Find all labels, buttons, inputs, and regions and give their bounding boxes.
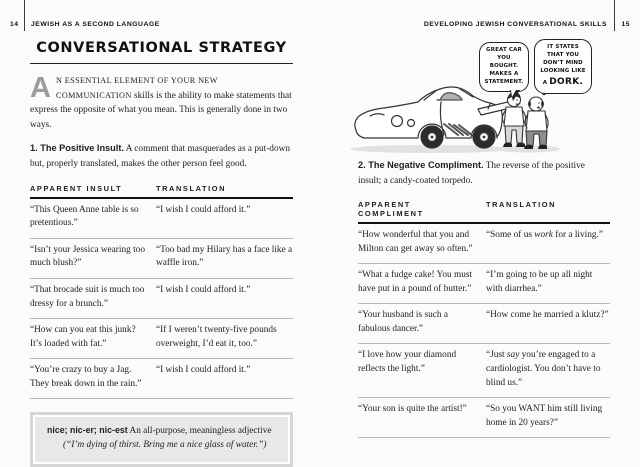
running-head-divider (24, 0, 25, 31)
table-row (30, 319, 293, 359)
compliment-cell: “What a fudge cake! You must have put in a pound of butter.” (358, 270, 473, 295)
table-row (358, 344, 610, 398)
positive-insult-text: A comment that masquerades as a put-down but, properly translated, makes the other person feel good. (30, 144, 290, 169)
thinker-side-hair (541, 101, 544, 107)
intro-text: skills is the ability to make statements that express the opposite of what you mean. This is generally done in two ways. (30, 90, 292, 130)
thought-bubble-emphasis: DORK. (549, 76, 584, 87)
translation-cell (486, 403, 610, 431)
left-page (0, 0, 320, 457)
apparent-insult-table (30, 184, 293, 399)
positive-insult-paragraph (30, 141, 293, 171)
thinker-side-hair (528, 101, 531, 107)
translation-cell: “I wish I could afford it.” (156, 284, 251, 295)
translation-text: for a living.” (552, 230, 603, 241)
running-head-right: DEVELOPING JEWISH CONVERSATIONAL SKILLS (423, 21, 607, 28)
nice-definition-box-inner (33, 415, 290, 464)
table-row (30, 239, 293, 279)
speaker-pants (505, 126, 523, 143)
table-row (358, 304, 610, 344)
running-head-left: JEWISH AS A SECOND LANGUAGE (31, 21, 160, 28)
negative-compliment-paragraph (358, 158, 610, 188)
nice-definition-box (30, 412, 293, 467)
speech-bubble (479, 42, 529, 92)
thinker-figure (524, 97, 548, 149)
translation-text: “Just (486, 350, 507, 361)
translation-cell: “I wish I could afford it.” (156, 204, 251, 215)
translation-text: “I’m going to be up all night with diarrhea.” (486, 270, 593, 295)
speech-bubble-text: GREAT CAR YOU BOUGHT. MAKES A STATEMENT. (484, 47, 524, 85)
car-cartoon (340, 38, 640, 162)
car-rear-wheel (473, 126, 495, 148)
smallcaps-lead: N ESSENTIAL ELEMENT OF YOUR NEW COMMUNICATION (55, 76, 218, 100)
translation-italic: work (534, 230, 553, 241)
translation-cell (486, 229, 610, 257)
table-row (358, 224, 610, 264)
translation-text: “How come he married a klutz?” (486, 310, 609, 321)
running-head-divider (614, 0, 615, 31)
car-headlight-small (408, 120, 415, 127)
nice-definition-body: An all-purpose, meaningless adjective (127, 426, 272, 437)
car-front-wheel (421, 126, 443, 148)
negative-compliment-lead: 2. The Negative Compliment. (358, 160, 484, 170)
translation-cell (486, 349, 610, 390)
nice-definition-lead: nice; nic-er; nic-est (47, 425, 128, 436)
column-header-insult: APPARENT INSULT (30, 183, 123, 193)
compliment-cell: “Your husband is such a fabulous dancer.” (358, 310, 448, 335)
translation-cell: “I wish I could afford it.” (156, 364, 251, 375)
compliment-cell: “I love how your diamond reflects the light.” (358, 350, 457, 375)
translation-italic: say (506, 350, 520, 361)
nice-definition-text (47, 424, 276, 453)
compliment-cell: “Your son is quite the artist!” (358, 404, 467, 415)
page-number-right: 15 (621, 21, 630, 28)
nice-definition-example: (“I’m dying of thirst. Bring me a nice glass of water.”) (63, 439, 267, 450)
column-header-compliment: APPARENT COMPLIMENT (358, 200, 424, 219)
sports-car-illustration (355, 87, 515, 148)
table-header-row (30, 184, 293, 199)
translation-cell: “Too bad my Hilary has a face like a waffle iron.” (156, 244, 293, 269)
positive-insult-lead: 1. The Positive Insult. (30, 143, 124, 154)
insult-cell: “How can you eat this junk? It’s loaded with fat.” (30, 324, 136, 349)
speech-bubble-tail (510, 90, 520, 101)
page-number-left: 14 (10, 21, 19, 28)
negative-compliment-text: The reverse of the positive insult; a candy-coated torpedo. (358, 161, 585, 186)
intro-paragraph (30, 74, 293, 132)
apparent-compliment-table (358, 200, 610, 438)
translation-text: “So you WANT him still living home in 20 years?” (486, 404, 603, 429)
translation-text: “Some of us (486, 230, 535, 241)
translation-cell (486, 309, 610, 337)
translation-text: you’re engaged to a cardiologist. You don’t have to blind us.” (486, 350, 601, 389)
insult-cell: “That brocade suit is much too dressy for a brunch.” (30, 284, 145, 309)
compliment-cell: “How wonderful that you and Milton can get away so often.” (358, 230, 473, 254)
insult-cell: “This Queen Anne table is so pretentious.” (30, 204, 139, 229)
table-row (30, 199, 293, 239)
table-row (358, 264, 610, 304)
drop-cap: A (30, 72, 51, 104)
translation-cell (486, 269, 610, 297)
thought-bubble-text: IT STATES THAT YOU DON’T MIND LOOKING LIKE A (540, 44, 586, 86)
table-row (358, 398, 610, 438)
right-page (320, 0, 640, 457)
insult-cell: “Isn’t your Jessica wearing too much blush?” (30, 244, 145, 269)
table-header-row (358, 200, 610, 224)
thinker-pants (526, 131, 547, 146)
insult-cell: “You’re crazy to buy a Jag. They break down in the rain.” (30, 364, 142, 389)
translation-cell: “If I weren’t twenty-five pounds overweight, I’d eat it, too.” (156, 324, 277, 349)
column-header-translation: TRANSLATION (486, 200, 557, 210)
car-headlight (392, 116, 403, 127)
table-row (30, 359, 293, 399)
thought-bubble (534, 39, 592, 94)
table-row (30, 279, 293, 319)
chapter-title: CONVERSATIONAL STRATEGY (30, 40, 293, 64)
column-header-translation: TRANSLATION (156, 183, 227, 193)
